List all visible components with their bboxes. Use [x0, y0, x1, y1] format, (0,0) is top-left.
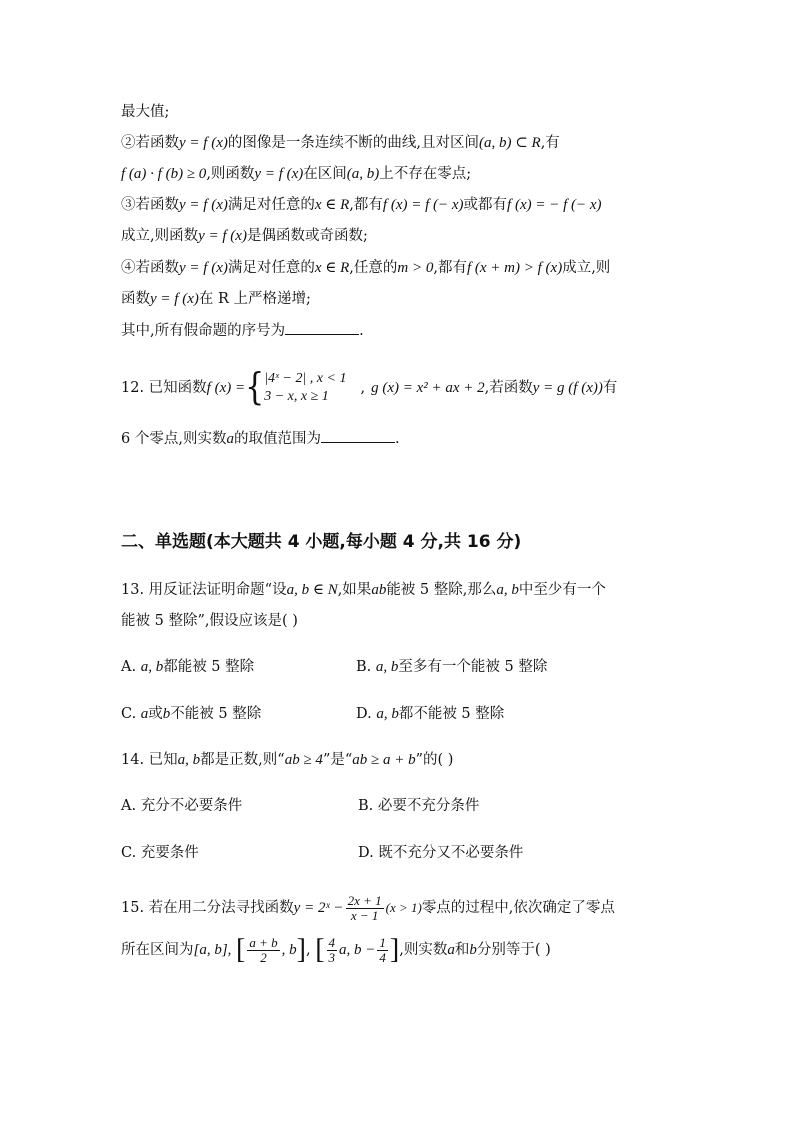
text: ③若函数	[121, 197, 179, 213]
math: x ∈ R	[314, 197, 350, 213]
denominator: 4	[379, 949, 386, 965]
text-line	[121, 102, 169, 122]
math: a, b −	[339, 942, 376, 958]
math: (a, b)	[346, 166, 380, 182]
option-14-d[interactable]: D. 既不充分又不必要条件	[358, 845, 524, 861]
bracket-left: [	[236, 934, 246, 965]
question-12-line-1	[121, 366, 617, 410]
text: 在区间	[303, 166, 347, 182]
text: 14. 已知	[121, 752, 178, 768]
math: y = f (x)	[179, 197, 228, 213]
text: ,都有	[349, 197, 383, 213]
text: ,则函数	[206, 166, 255, 182]
text: 13. 用反证法证明命题“设	[121, 582, 287, 598]
math: y = f (x)	[198, 228, 247, 244]
text: ,有	[540, 135, 560, 151]
question-15-line-2	[121, 928, 551, 972]
option-13-c[interactable]	[121, 704, 261, 724]
numerator: a + b	[249, 934, 278, 950]
statement-2-line-2	[121, 164, 471, 184]
text: ,	[360, 380, 366, 396]
math: ab ≥ 4	[284, 752, 323, 768]
question-12-line-2	[121, 428, 400, 449]
option-text: 至多有一个能被 5 整除	[398, 659, 548, 675]
text: 函数	[121, 291, 150, 307]
math: a	[226, 431, 234, 447]
option-letter: C.	[121, 706, 137, 722]
option-text: 都能被 5 整除	[163, 659, 255, 675]
statement-2-line-1	[121, 133, 560, 153]
text: 所在区间为	[121, 942, 194, 958]
math: f (x) =	[206, 380, 246, 396]
text: 成立,则	[562, 260, 611, 276]
statement-4-line-2	[121, 289, 311, 309]
question-14-line-1	[121, 750, 453, 770]
bracket-right: ]	[296, 934, 306, 965]
text: 中至少有一个	[518, 582, 606, 598]
math: (a, b) ⊂ R	[478, 135, 541, 151]
text: 满足对任意的	[227, 197, 315, 213]
answer-blank	[285, 320, 359, 335]
math: (x > 1)	[385, 900, 422, 915]
math: a, b	[177, 752, 201, 768]
text: 或都有	[463, 197, 508, 213]
math: y = f (x)	[179, 260, 228, 276]
comma: ,	[305, 942, 311, 958]
option-text: 或	[148, 706, 163, 722]
math: ab	[371, 582, 387, 598]
brace-symbol: {	[245, 365, 265, 410]
text: 和	[454, 942, 470, 958]
math: ab ≥ a + b	[352, 752, 416, 768]
text: 都是正数,则“	[200, 752, 285, 768]
math: f (x) = − f (− x)	[507, 197, 602, 213]
text: .	[394, 431, 400, 447]
text: ②若函数	[121, 135, 179, 151]
text: 的图像是一条连续不断的曲线,且对区间	[227, 135, 479, 151]
text: 在 R 上严格递增;	[198, 291, 311, 307]
option-14-b[interactable]: B. 必要不充分条件	[358, 798, 480, 814]
fraction	[247, 936, 279, 965]
statement-4-line-1	[121, 258, 610, 278]
math: a	[447, 942, 455, 958]
math: [a, b],	[193, 942, 232, 958]
text: ”的( )	[415, 752, 454, 768]
text: 其中,所有假命题的序号为	[121, 323, 286, 339]
denominator: x − 1	[350, 907, 379, 923]
option-14-a[interactable]: A. 充分不必要条件	[121, 798, 243, 814]
text: 有	[602, 380, 618, 396]
case-2: 3 − x, x ≥ 1	[264, 389, 329, 404]
piecewise-cases	[264, 370, 346, 406]
text: 成立,则函数	[121, 228, 199, 244]
math: a, b	[376, 706, 399, 722]
question-number-text: 12. 已知函数	[121, 380, 207, 396]
text: ,任意的	[349, 260, 398, 276]
question-13-line-2	[121, 611, 298, 631]
text: ,则实数	[399, 942, 448, 958]
text: 零点的过程中,依次确定了零点	[421, 900, 615, 916]
math: , b	[281, 942, 297, 958]
bracket-left: [	[315, 934, 325, 965]
option-letter: D.	[356, 706, 372, 722]
answer-line	[121, 320, 364, 341]
text: 是偶函数或奇函数;	[246, 228, 368, 244]
denominator: 3	[328, 949, 336, 965]
text: ,如果	[337, 582, 372, 598]
numerator: 2x + 1	[347, 892, 382, 908]
math: a, b	[140, 659, 164, 675]
text: 上不存在零点;	[379, 166, 472, 182]
option-13-b[interactable]	[356, 657, 547, 677]
math: a	[140, 706, 149, 722]
section-heading: 二、单选题(本大题共 4 小题,每小题 4 分,共 16 分)	[121, 532, 522, 552]
option-letter: B.	[356, 659, 372, 675]
option-text: 都不能被 5 整除	[398, 706, 505, 722]
text: 分别等于( )	[476, 942, 551, 958]
case-1: |4ˣ − 2| , x < 1	[264, 371, 347, 386]
text: .	[359, 323, 364, 339]
text: ,若函数	[484, 380, 533, 396]
math: a, b	[496, 582, 519, 598]
math: y = f (x)	[254, 166, 304, 182]
math: y = g (f (x))	[532, 380, 603, 396]
math: y = f (x)	[179, 135, 228, 151]
text: 15. 若在用二分法寻找函数	[121, 900, 294, 916]
question-15-line-1	[121, 886, 615, 930]
math: f (x) = f (− x)	[382, 197, 464, 213]
fraction	[377, 936, 388, 965]
text: 6 个零点,则实数	[121, 431, 227, 447]
text: 能被 5 整除,那么	[386, 582, 497, 598]
text: 的取值范围为	[233, 431, 321, 447]
statement-3-line-2	[121, 226, 368, 246]
text: 满足对任意的	[227, 260, 315, 276]
option-13-a[interactable]	[121, 657, 254, 677]
statement-3-line-1	[121, 195, 602, 215]
text: ④若函数	[121, 260, 179, 276]
math: f (a) · f (b) ≥ 0	[121, 166, 207, 182]
fraction	[346, 894, 384, 923]
text: 能被 5 整除”,假设应该是( )	[121, 613, 298, 629]
math: b	[469, 942, 477, 958]
fraction	[327, 936, 338, 965]
math: a, b ∈ N	[286, 582, 338, 598]
math: y = f (x)	[150, 291, 199, 307]
math: g (x) = x² + ax + 2	[371, 380, 485, 396]
text: ,都有	[433, 260, 467, 276]
option-14-c[interactable]: C. 充要条件	[121, 845, 199, 861]
numerator: 4	[328, 934, 336, 950]
text: ”是“	[322, 752, 353, 768]
math: b	[162, 706, 171, 722]
math: m > 0	[397, 260, 434, 276]
math: a, b	[375, 659, 399, 675]
bracket-right: ]	[389, 934, 400, 965]
option-text: 不能被 5 整除	[170, 706, 262, 722]
denominator: 2	[260, 949, 267, 965]
math: f (x + m) > f (x)	[466, 260, 563, 276]
math: y = 2ˣ −	[293, 900, 344, 916]
question-13-line-1	[121, 580, 606, 600]
math: x ∈ R	[314, 260, 350, 276]
text: 最大值;	[121, 104, 170, 120]
option-letter: A.	[121, 659, 137, 675]
numerator: 1	[379, 934, 386, 950]
option-13-d[interactable]	[356, 704, 504, 724]
answer-blank	[321, 428, 395, 443]
